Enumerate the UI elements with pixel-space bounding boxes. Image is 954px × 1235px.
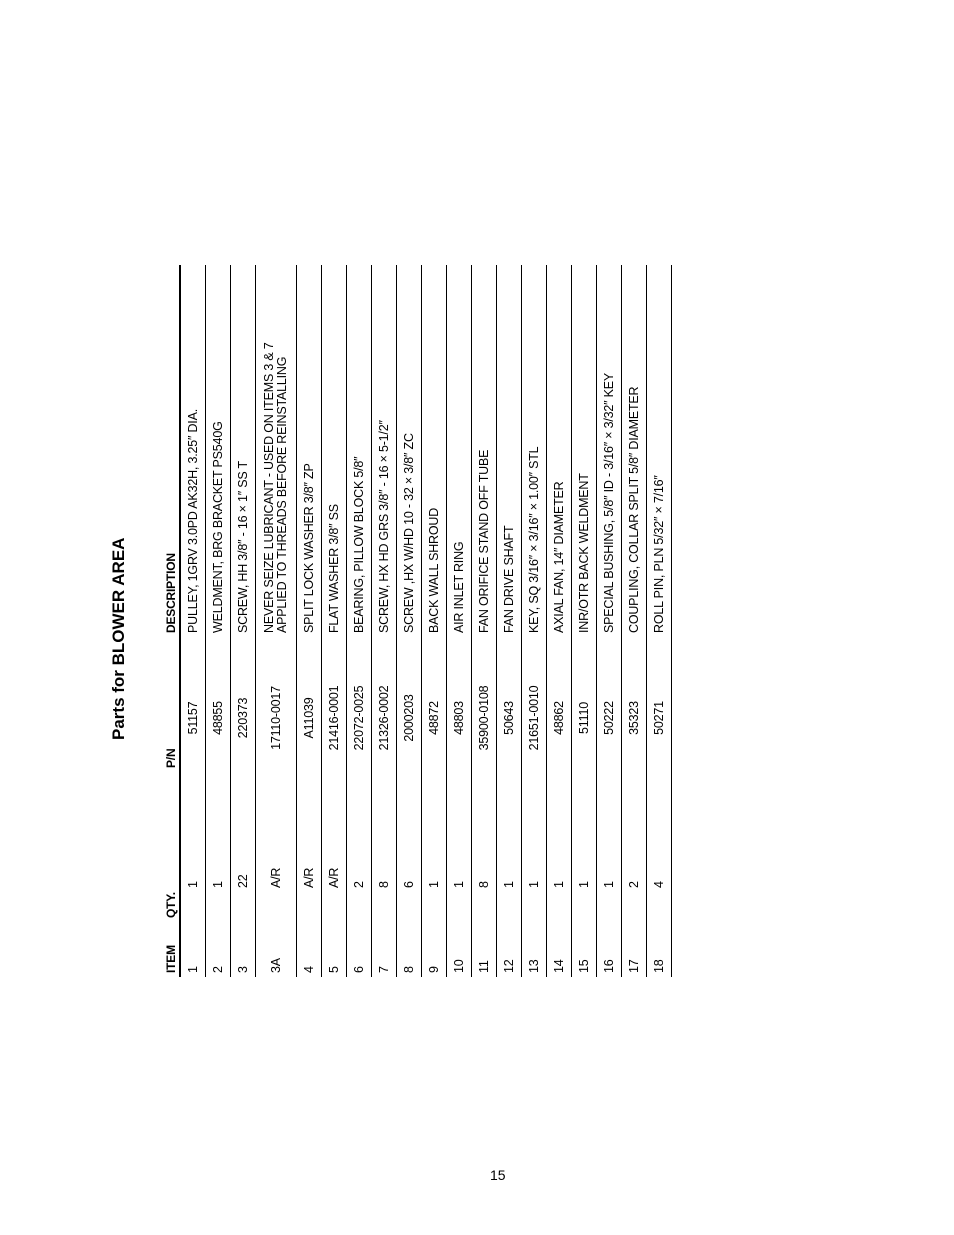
cell-description: COUPLING, COLLAR SPLIT 5/8″ DIAMETER [622,265,647,633]
cell-pn: 17110-0017 [256,633,297,803]
cell-item: 10 [447,918,472,977]
cell-pn: 35323 [622,633,647,803]
cell-item: 1 [180,918,206,977]
cell-qty: 1 [572,803,597,918]
cell-item: 12 [497,918,522,977]
cell-qty: 1 [497,803,522,918]
table-row [547,265,572,977]
cell-description: KEY, SQ 3/16″ × 3/16″ × 1.00″ STL [522,265,547,633]
cell-description: ROLL PIN, PLN 5/32″ × 7/16″ [647,265,672,633]
table-row [347,265,372,977]
table-row [597,265,622,977]
cell-description: BACK WALL SHROUD [422,265,447,633]
cell-description: PULLEY, 1GRV 3.0PD AK32H, 3.25″ DIA. [180,265,206,633]
cell-description: SCREW ,HX W/HD 10 - 32 × 3/8″ ZC [397,265,422,633]
cell-item: 2 [206,918,231,977]
cell-item: 17 [622,918,647,977]
cell-item: 16 [597,918,622,977]
cell-description: SPECIAL BUSHING, 5/8″ ID - 3/16″ × 3/32″ KEY [597,265,622,633]
cell-qty: 8 [472,803,497,918]
cell-pn: 48872 [422,633,447,803]
cell-item: 9 [422,918,447,977]
cell-pn: 21416-0001 [322,633,347,803]
page-number: 15 [490,1167,506,1183]
cell-description: AIR INLET RING [447,265,472,633]
table-row [206,265,231,977]
page-title: Parts for BLOWER AREA [109,537,128,740]
cell-qty: 1 [597,803,622,918]
cell-description [256,265,297,633]
cell-item: 18 [647,918,672,977]
cell-qty: 6 [397,803,422,918]
cell-pn: 51110 [572,633,597,803]
table-row [647,265,672,977]
description-line-1: NEVER SEIZE LUBRICANT - USED ON ITEMS 3 & 7 [262,342,276,633]
col-header-item: ITEM [163,918,180,977]
cell-qty: A/R [322,803,347,918]
cell-pn: 48803 [447,633,472,803]
table-row [397,265,422,977]
cell-qty: 22 [231,803,256,918]
cell-qty: 1 [422,803,447,918]
table-row [322,265,347,977]
cell-pn: 21651-0010 [522,633,547,803]
table-row [372,265,397,977]
cell-item: 3A [256,918,297,977]
cell-qty: 1 [180,803,206,918]
table-row [231,265,256,977]
cell-qty: 4 [647,803,672,918]
cell-description: FAN DRIVE SHAFT [497,265,522,633]
cell-item: 14 [547,918,572,977]
cell-qty: 1 [206,803,231,918]
table-row [180,265,206,977]
cell-item: 7 [372,918,397,977]
cell-description: FAN ORIFICE STAND OFF TUBE [472,265,497,633]
cell-description: SCREW, HX HD GRS 3/8″ - 16 × 5-1/2″ [372,265,397,633]
table-row [622,265,647,977]
cell-description: FLAT WASHER 3/8″ SS [322,265,347,633]
cell-pn: 50271 [647,633,672,803]
cell-pn: A11039 [297,633,322,803]
table-row [256,265,297,977]
cell-pn: 35900-0108 [472,633,497,803]
cell-item: 4 [297,918,322,977]
cell-pn: 48862 [547,633,572,803]
cell-pn: 21326-0002 [372,633,397,803]
cell-qty: 8 [372,803,397,918]
cell-description: BEARING, PILLOW BLOCK 5/8″ [347,265,372,633]
cell-qty: 2 [622,803,647,918]
cell-pn: 220373 [231,633,256,803]
cell-item: 5 [322,918,347,977]
cell-pn: 48855 [206,633,231,803]
cell-pn: 22072-0025 [347,633,372,803]
table-row [472,265,497,977]
cell-description: INR/OTR BACK WELDMENT [572,265,597,633]
parts-table [163,265,672,977]
cell-item: 11 [472,918,497,977]
cell-description: WELDMENT, BRG BRACKET PS540G [206,265,231,633]
description-line-2: APPLIED TO THREADS BEFORE REINSTALLING [275,356,289,633]
cell-qty: 1 [547,803,572,918]
cell-item: 15 [572,918,597,977]
cell-description: AXIAL FAN, 14″ DIAMETER [547,265,572,633]
cell-pn: 50222 [597,633,622,803]
cell-item: 13 [522,918,547,977]
cell-pn: 50643 [497,633,522,803]
table-row [447,265,472,977]
cell-pn: 51157 [180,633,206,803]
cell-description: SCREW, HH 3/8″ - 16 × 1″ SS T [231,265,256,633]
cell-description: SPLIT LOCK WASHER 3/8″ ZP [297,265,322,633]
col-header-description: DESCRIPTION [163,265,180,633]
rotated-content [105,260,685,985]
col-header-qty: QTY. [163,803,180,918]
cell-qty: 1 [522,803,547,918]
cell-pn: 2000203 [397,633,422,803]
table-row [572,265,597,977]
cell-qty: A/R [256,803,297,918]
table-header-row [163,265,180,977]
table-row [522,265,547,977]
col-header-pn: P/N [163,633,180,803]
table-row [497,265,522,977]
cell-item: 8 [397,918,422,977]
table-row [422,265,447,977]
cell-item: 6 [347,918,372,977]
cell-qty: 2 [347,803,372,918]
cell-item: 3 [231,918,256,977]
cell-qty: 1 [447,803,472,918]
cell-qty: A/R [297,803,322,918]
table-row [297,265,322,977]
